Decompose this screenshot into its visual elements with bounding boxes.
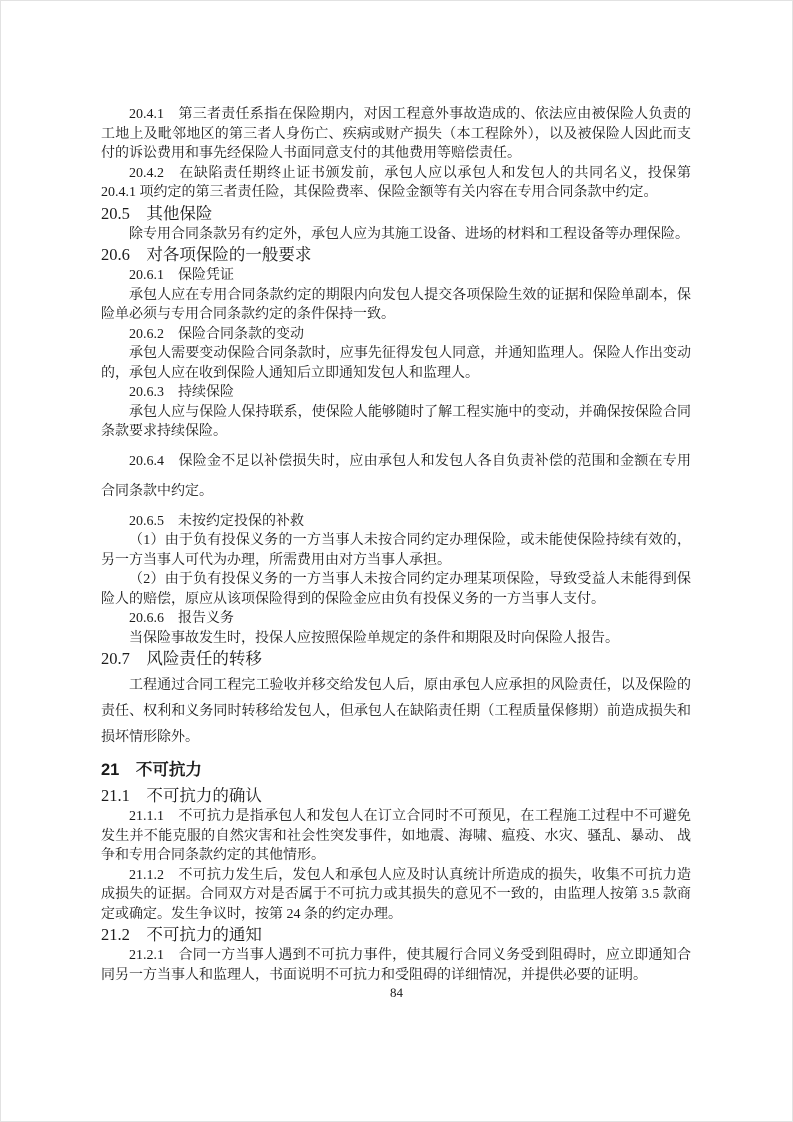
section-heading-21-2: 21.2 不可抗力的通知 [101,925,262,944]
section-heading-20-6: 20.6 对各项保险的一般要求 [101,245,312,264]
chapter-heading-21: 21 不可抗力 [101,761,202,779]
clause-21-2-1: 21.2.1 合同一方当事人遇到不可抗力事件，使其履行合同义务受到阻碍时，应立即通知合同另一方当事人和监理人，书面说明不可抗力和受阻碍的详细情况，并提供必要的证明。 [101,948,691,983]
clause-20-4-1: 20.4.1 第三者责任系指在保险期内，对因工程意外事故造成的、依法应由被保险人负责的工地上及毗邻地区的第三者人身伤亡、疾病或财产损失（本工程除外），以及被保险人因此而支付的诉讼费用和事先经保险人书面同意支付的其他费用等赔偿责任。 [101,107,691,161]
clause-20-7-body: 工程通过合同工程完工验收并移交给发包人后，原由承包人应承担的风险责任，以及保险的责任、权利和义务同时转移给发包人，但承包人在缺陷责任期（工程质量保修期）前造成损失和损坏情形除外。 [101,678,691,745]
clause-20-6-1-body: 承包人应在专用合同条款约定的期限内向发包人提交各项保险生效的证据和保险单副本，保险单必须与专用合同条款约定的条件保持一致。 [101,287,691,322]
clause-21-1-2: 21.1.2 不可抗力发生后，发包人和承包人应及时认真统计所造成的损失，收集不可抗力造成损失的证据。合同双方对是否属于不可抗力或其损失的意见不一致的，由监理人按第 3.5 款商定或确定。发生争议时，按第 24 条的约定办理。 [101,867,691,922]
subheading-20-6-3: 20.6.3 持续保险 [129,385,234,400]
clause-20-6-2-body: 承包人需要变动保险合同条款时，应事先征得发包人同意，并通知监理人。保险人作出变动的，承包人应在收到保险人通知后立即通知发包人和监理人。 [101,346,691,381]
subheading-20-6-2: 20.6.2 保险合同条款的变动 [129,326,304,342]
subheading-20-6-1: 20.6.1 保险凭证 [129,268,234,283]
section-heading-20-5: 20.5 其他保险 [101,203,213,223]
subheading-20-6-5: 20.6.5 未按约定投保的补救 [129,513,304,529]
clause-20-6-5-item2: （2）由于负有投保义务的一方当事人未按合同约定办理某项保险，导致受益人未能得到保险人的赔偿，原应从该项保险得到的保险金应由负有投保义务的一方当事人支付。 [101,572,691,607]
clause-20-4-2: 20.4.2 在缺陷责任期终止证书颁发前，承包人应以承包人和发包人的共同名义，投保第 20.4.1 项约定的第三者责任险，其保险费率、保险金额等有关内容在专用合同条款中约定。 [101,165,691,200]
clause-20-6-3-body: 承包人应与保险人保持联系，使保险人能够随时了解工程实施中的变动，并确保按保险合同条款要求持续保险。 [101,404,691,439]
clause-21-1-1: 21.1.1 不可抗力是指承包人和发包人在订立合同时不可预见，在工程施工过程中不可避免发生并不能克服的自然灾害和社会性突发事件，如地震、海啸、瘟疫、水灾、骚乱、暴动、 战争和专用合同条款约定的其他情形。 [101,809,691,863]
clause-20-6-4: 20.6.4 保险金不足以补偿损失时，应由承包人和发包人各自负责补偿的范围和金额在专用合同条款中约定。 [101,453,691,499]
clause-20-5-body: 除专用合同条款另有约定外，承包人应为其施工设备、进场的材料和工程设备等办理保险。 [129,226,689,242]
clause-20-6-5-item1: （1）由于负有投保义务的一方当事人未按合同约定办理保险，或未能使保险持续有效的，另一方当事人可代为办理，所需费用由对方当事人承担。 [101,533,691,568]
subheading-20-6-6: 20.6.6 报告义务 [129,611,234,626]
clause-20-6-6-body: 当保险事故发生时，投保人应按照保险单规定的条件和期限及时向保险人报告。 [129,630,619,646]
section-heading-21-1: 21.1 不可抗力的确认 [101,786,262,805]
page-number: 84 [390,985,403,1000]
section-heading-20-7: 20.7 风险责任的转移 [101,649,262,668]
